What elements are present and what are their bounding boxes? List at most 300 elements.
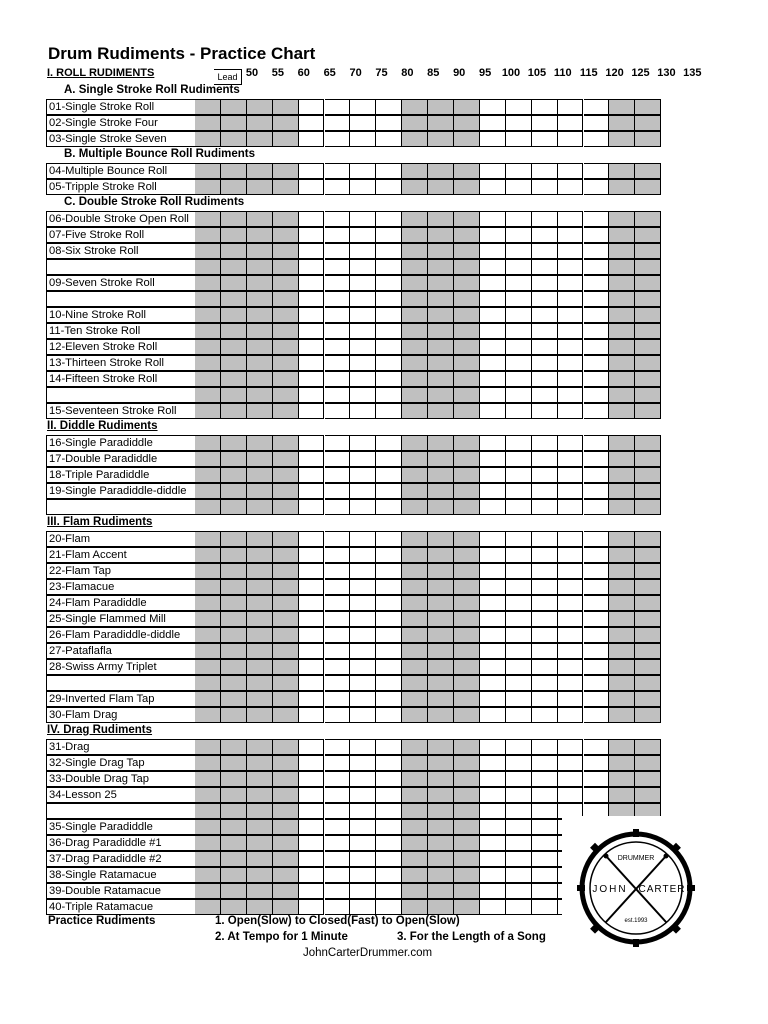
practice-cell[interactable]: [402, 819, 428, 835]
practice-cell[interactable]: [221, 499, 247, 515]
practice-cell[interactable]: [325, 579, 351, 595]
practice-cell[interactable]: [195, 819, 221, 835]
practice-cell[interactable]: [635, 339, 661, 355]
practice-cell[interactable]: [325, 819, 351, 835]
practice-cell[interactable]: [247, 627, 273, 643]
practice-cell[interactable]: [428, 867, 454, 883]
practice-cell[interactable]: [428, 563, 454, 579]
practice-cell[interactable]: [273, 755, 299, 771]
practice-cell[interactable]: [247, 323, 273, 339]
practice-cell[interactable]: [247, 371, 273, 387]
practice-cell[interactable]: [402, 291, 428, 307]
practice-cell[interactable]: [532, 387, 558, 403]
practice-cell[interactable]: [635, 531, 661, 547]
practice-cell[interactable]: [584, 787, 610, 803]
practice-cell[interactable]: [195, 643, 221, 659]
practice-cell[interactable]: [350, 355, 376, 371]
practice-cell[interactable]: [584, 99, 610, 115]
practice-cell[interactable]: [506, 659, 532, 675]
practice-cell[interactable]: [195, 227, 221, 243]
practice-cell[interactable]: [195, 211, 221, 227]
practice-cell[interactable]: [273, 435, 299, 451]
practice-cell[interactable]: [506, 99, 532, 115]
practice-cell[interactable]: [506, 243, 532, 259]
practice-cell[interactable]: [195, 691, 221, 707]
practice-cell[interactable]: [635, 627, 661, 643]
practice-cell[interactable]: [506, 691, 532, 707]
practice-cell[interactable]: [480, 467, 506, 483]
practice-cell[interactable]: [584, 755, 610, 771]
practice-cell[interactable]: [221, 355, 247, 371]
practice-cell[interactable]: [558, 547, 584, 563]
practice-cell[interactable]: [558, 467, 584, 483]
practice-cell[interactable]: [609, 243, 635, 259]
practice-cell[interactable]: [247, 131, 273, 147]
practice-cell[interactable]: [558, 435, 584, 451]
practice-cell[interactable]: [195, 243, 221, 259]
practice-cell[interactable]: [195, 403, 221, 419]
practice-cell[interactable]: [350, 483, 376, 499]
practice-cell[interactable]: [350, 851, 376, 867]
practice-cell[interactable]: [221, 771, 247, 787]
practice-cell[interactable]: [532, 643, 558, 659]
practice-cell[interactable]: [247, 243, 273, 259]
practice-cell[interactable]: [635, 547, 661, 563]
practice-cell[interactable]: [558, 707, 584, 723]
practice-cell[interactable]: [376, 387, 402, 403]
practice-cell[interactable]: [273, 803, 299, 819]
practice-cell[interactable]: [376, 163, 402, 179]
practice-cell[interactable]: [454, 115, 480, 131]
practice-cell[interactable]: [195, 675, 221, 691]
practice-cell[interactable]: [247, 211, 273, 227]
practice-cell[interactable]: [376, 227, 402, 243]
practice-cell[interactable]: [325, 627, 351, 643]
practice-cell[interactable]: [558, 579, 584, 595]
practice-cell[interactable]: [532, 291, 558, 307]
practice-cell[interactable]: [376, 547, 402, 563]
practice-cell[interactable]: [584, 307, 610, 323]
practice-cell[interactable]: [506, 563, 532, 579]
practice-cell[interactable]: [428, 883, 454, 899]
practice-cell[interactable]: [532, 403, 558, 419]
practice-cell[interactable]: [454, 499, 480, 515]
practice-cell[interactable]: [584, 339, 610, 355]
practice-cell[interactable]: [350, 403, 376, 419]
practice-cell[interactable]: [299, 659, 325, 675]
practice-cell[interactable]: [299, 179, 325, 195]
practice-cell[interactable]: [532, 883, 558, 899]
practice-cell[interactable]: [532, 259, 558, 275]
practice-cell[interactable]: [558, 451, 584, 467]
practice-cell[interactable]: [273, 99, 299, 115]
practice-cell[interactable]: [247, 835, 273, 851]
practice-cell[interactable]: [609, 707, 635, 723]
practice-cell[interactable]: [350, 243, 376, 259]
practice-cell[interactable]: [428, 371, 454, 387]
practice-cell[interactable]: [558, 291, 584, 307]
practice-cell[interactable]: [428, 355, 454, 371]
practice-cell[interactable]: [247, 643, 273, 659]
practice-cell[interactable]: [402, 643, 428, 659]
practice-cell[interactable]: [506, 771, 532, 787]
practice-cell[interactable]: [558, 259, 584, 275]
practice-cell[interactable]: [325, 339, 351, 355]
practice-cell[interactable]: [428, 787, 454, 803]
practice-cell[interactable]: [532, 659, 558, 675]
practice-cell[interactable]: [402, 355, 428, 371]
practice-cell[interactable]: [558, 787, 584, 803]
practice-cell[interactable]: [584, 435, 610, 451]
practice-cell[interactable]: [402, 243, 428, 259]
practice-cell[interactable]: [325, 787, 351, 803]
practice-cell[interactable]: [454, 531, 480, 547]
practice-cell[interactable]: [350, 899, 376, 915]
practice-cell[interactable]: [428, 435, 454, 451]
practice-cell[interactable]: [376, 259, 402, 275]
practice-cell[interactable]: [584, 563, 610, 579]
practice-cell[interactable]: [635, 387, 661, 403]
practice-cell[interactable]: [195, 307, 221, 323]
practice-cell[interactable]: [506, 627, 532, 643]
practice-cell[interactable]: [273, 275, 299, 291]
practice-cell[interactable]: [454, 787, 480, 803]
practice-cell[interactable]: [195, 99, 221, 115]
practice-cell[interactable]: [480, 435, 506, 451]
practice-cell[interactable]: [480, 531, 506, 547]
practice-cell[interactable]: [325, 227, 351, 243]
practice-cell[interactable]: [635, 643, 661, 659]
practice-cell[interactable]: [402, 611, 428, 627]
practice-cell[interactable]: [428, 531, 454, 547]
practice-cell[interactable]: [584, 243, 610, 259]
practice-cell[interactable]: [350, 131, 376, 147]
practice-cell[interactable]: [376, 323, 402, 339]
practice-cell[interactable]: [480, 819, 506, 835]
practice-cell[interactable]: [350, 435, 376, 451]
practice-cell[interactable]: [532, 243, 558, 259]
practice-cell[interactable]: [195, 547, 221, 563]
practice-cell[interactable]: [350, 531, 376, 547]
practice-cell[interactable]: [221, 131, 247, 147]
practice-cell[interactable]: [221, 467, 247, 483]
practice-cell[interactable]: [376, 563, 402, 579]
practice-cell[interactable]: [480, 707, 506, 723]
practice-cell[interactable]: [299, 435, 325, 451]
practice-cell[interactable]: [273, 467, 299, 483]
practice-cell[interactable]: [428, 163, 454, 179]
practice-cell[interactable]: [635, 707, 661, 723]
practice-cell[interactable]: [325, 611, 351, 627]
practice-cell[interactable]: [402, 739, 428, 755]
practice-cell[interactable]: [506, 371, 532, 387]
practice-cell[interactable]: [532, 275, 558, 291]
practice-cell[interactable]: [558, 323, 584, 339]
practice-cell[interactable]: [350, 307, 376, 323]
practice-cell[interactable]: [376, 483, 402, 499]
practice-cell[interactable]: [376, 371, 402, 387]
practice-cell[interactable]: [195, 755, 221, 771]
practice-cell[interactable]: [402, 851, 428, 867]
practice-cell[interactable]: [506, 291, 532, 307]
practice-cell[interactable]: [428, 755, 454, 771]
practice-cell[interactable]: [221, 339, 247, 355]
practice-cell[interactable]: [350, 691, 376, 707]
practice-cell[interactable]: [325, 435, 351, 451]
practice-cell[interactable]: [376, 403, 402, 419]
practice-cell[interactable]: [402, 99, 428, 115]
practice-cell[interactable]: [428, 675, 454, 691]
practice-cell[interactable]: [376, 595, 402, 611]
practice-cell[interactable]: [376, 179, 402, 195]
practice-cell[interactable]: [325, 803, 351, 819]
practice-cell[interactable]: [558, 659, 584, 675]
practice-cell[interactable]: [558, 611, 584, 627]
practice-cell[interactable]: [506, 163, 532, 179]
practice-cell[interactable]: [454, 371, 480, 387]
practice-cell[interactable]: [402, 771, 428, 787]
practice-cell[interactable]: [454, 851, 480, 867]
practice-cell[interactable]: [376, 211, 402, 227]
practice-cell[interactable]: [350, 179, 376, 195]
practice-cell[interactable]: [506, 387, 532, 403]
practice-cell[interactable]: [428, 611, 454, 627]
practice-cell[interactable]: [480, 451, 506, 467]
practice-cell[interactable]: [532, 547, 558, 563]
practice-cell[interactable]: [325, 595, 351, 611]
practice-cell[interactable]: [247, 275, 273, 291]
practice-cell[interactable]: [247, 179, 273, 195]
practice-cell[interactable]: [273, 211, 299, 227]
practice-cell[interactable]: [299, 403, 325, 419]
practice-cell[interactable]: [273, 787, 299, 803]
practice-cell[interactable]: [221, 547, 247, 563]
practice-cell[interactable]: [584, 387, 610, 403]
practice-cell[interactable]: [635, 595, 661, 611]
practice-cell[interactable]: [325, 99, 351, 115]
practice-cell[interactable]: [376, 435, 402, 451]
practice-cell[interactable]: [350, 451, 376, 467]
practice-cell[interactable]: [635, 99, 661, 115]
practice-cell[interactable]: [609, 179, 635, 195]
practice-cell[interactable]: [195, 451, 221, 467]
practice-cell[interactable]: [609, 387, 635, 403]
practice-cell[interactable]: [325, 403, 351, 419]
practice-cell[interactable]: [506, 435, 532, 451]
practice-cell[interactable]: [350, 339, 376, 355]
practice-cell[interactable]: [273, 611, 299, 627]
practice-cell[interactable]: [273, 323, 299, 339]
practice-cell[interactable]: [454, 99, 480, 115]
practice-cell[interactable]: [454, 547, 480, 563]
practice-cell[interactable]: [584, 115, 610, 131]
practice-cell[interactable]: [635, 467, 661, 483]
practice-cell[interactable]: [428, 339, 454, 355]
practice-cell[interactable]: [350, 211, 376, 227]
practice-cell[interactable]: [376, 243, 402, 259]
practice-cell[interactable]: [532, 467, 558, 483]
practice-cell[interactable]: [350, 707, 376, 723]
practice-cell[interactable]: [635, 307, 661, 323]
practice-cell[interactable]: [532, 803, 558, 819]
practice-cell[interactable]: [350, 99, 376, 115]
practice-cell[interactable]: [273, 579, 299, 595]
practice-cell[interactable]: [454, 275, 480, 291]
practice-cell[interactable]: [195, 739, 221, 755]
practice-cell[interactable]: [376, 899, 402, 915]
practice-cell[interactable]: [350, 803, 376, 819]
practice-cell[interactable]: [195, 803, 221, 819]
practice-cell[interactable]: [221, 755, 247, 771]
practice-cell[interactable]: [376, 131, 402, 147]
practice-cell[interactable]: [402, 467, 428, 483]
practice-cell[interactable]: [480, 179, 506, 195]
practice-cell[interactable]: [247, 595, 273, 611]
practice-cell[interactable]: [480, 835, 506, 851]
practice-cell[interactable]: [299, 563, 325, 579]
practice-cell[interactable]: [609, 115, 635, 131]
practice-cell[interactable]: [454, 595, 480, 611]
practice-cell[interactable]: [195, 563, 221, 579]
practice-cell[interactable]: [506, 739, 532, 755]
practice-cell[interactable]: [402, 627, 428, 643]
practice-cell[interactable]: [325, 707, 351, 723]
practice-cell[interactable]: [480, 163, 506, 179]
practice-cell[interactable]: [325, 275, 351, 291]
practice-cell[interactable]: [480, 115, 506, 131]
practice-cell[interactable]: [376, 643, 402, 659]
practice-cell[interactable]: [376, 675, 402, 691]
practice-cell[interactable]: [480, 595, 506, 611]
practice-cell[interactable]: [428, 323, 454, 339]
practice-cell[interactable]: [273, 403, 299, 419]
practice-cell[interactable]: [376, 627, 402, 643]
practice-cell[interactable]: [635, 659, 661, 675]
practice-cell[interactable]: [635, 611, 661, 627]
practice-cell[interactable]: [609, 739, 635, 755]
practice-cell[interactable]: [428, 211, 454, 227]
practice-cell[interactable]: [402, 675, 428, 691]
practice-cell[interactable]: [609, 275, 635, 291]
practice-cell[interactable]: [532, 627, 558, 643]
practice-cell[interactable]: [635, 451, 661, 467]
practice-cell[interactable]: [195, 595, 221, 611]
practice-cell[interactable]: [350, 371, 376, 387]
practice-cell[interactable]: [325, 499, 351, 515]
practice-cell[interactable]: [299, 467, 325, 483]
practice-cell[interactable]: [609, 563, 635, 579]
practice-cell[interactable]: [506, 355, 532, 371]
practice-cell[interactable]: [299, 899, 325, 915]
practice-cell[interactable]: [402, 323, 428, 339]
practice-cell[interactable]: [376, 755, 402, 771]
practice-cell[interactable]: [558, 131, 584, 147]
practice-cell[interactable]: [454, 483, 480, 499]
practice-cell[interactable]: [299, 243, 325, 259]
practice-cell[interactable]: [299, 227, 325, 243]
practice-cell[interactable]: [480, 291, 506, 307]
practice-cell[interactable]: [454, 355, 480, 371]
practice-cell[interactable]: [558, 211, 584, 227]
practice-cell[interactable]: [454, 707, 480, 723]
practice-cell[interactable]: [506, 307, 532, 323]
practice-cell[interactable]: [532, 499, 558, 515]
practice-cell[interactable]: [506, 883, 532, 899]
practice-cell[interactable]: [454, 563, 480, 579]
practice-cell[interactable]: [221, 835, 247, 851]
practice-cell[interactable]: [350, 547, 376, 563]
practice-cell[interactable]: [402, 211, 428, 227]
practice-cell[interactable]: [506, 259, 532, 275]
practice-cell[interactable]: [195, 611, 221, 627]
practice-cell[interactable]: [584, 707, 610, 723]
practice-cell[interactable]: [428, 259, 454, 275]
practice-cell[interactable]: [350, 323, 376, 339]
practice-cell[interactable]: [584, 275, 610, 291]
practice-cell[interactable]: [299, 675, 325, 691]
practice-cell[interactable]: [195, 179, 221, 195]
practice-cell[interactable]: [195, 835, 221, 851]
practice-cell[interactable]: [584, 259, 610, 275]
practice-cell[interactable]: [609, 579, 635, 595]
practice-cell[interactable]: [376, 819, 402, 835]
practice-cell[interactable]: [402, 691, 428, 707]
practice-cell[interactable]: [584, 643, 610, 659]
practice-cell[interactable]: [247, 739, 273, 755]
practice-cell[interactable]: [195, 659, 221, 675]
practice-cell[interactable]: [376, 531, 402, 547]
practice-cell[interactable]: [402, 403, 428, 419]
practice-cell[interactable]: [532, 675, 558, 691]
practice-cell[interactable]: [402, 339, 428, 355]
practice-cell[interactable]: [480, 771, 506, 787]
practice-cell[interactable]: [480, 227, 506, 243]
practice-cell[interactable]: [609, 163, 635, 179]
practice-cell[interactable]: [428, 803, 454, 819]
practice-cell[interactable]: [584, 451, 610, 467]
practice-cell[interactable]: [454, 387, 480, 403]
practice-cell[interactable]: [273, 595, 299, 611]
practice-cell[interactable]: [195, 323, 221, 339]
practice-cell[interactable]: [506, 819, 532, 835]
practice-cell[interactable]: [195, 131, 221, 147]
practice-cell[interactable]: [428, 691, 454, 707]
practice-cell[interactable]: [299, 499, 325, 515]
practice-cell[interactable]: [402, 259, 428, 275]
practice-cell[interactable]: [221, 787, 247, 803]
practice-cell[interactable]: [273, 163, 299, 179]
practice-cell[interactable]: [376, 499, 402, 515]
practice-cell[interactable]: [584, 547, 610, 563]
practice-cell[interactable]: [532, 899, 558, 915]
practice-cell[interactable]: [454, 819, 480, 835]
practice-cell[interactable]: [454, 643, 480, 659]
practice-cell[interactable]: [247, 499, 273, 515]
practice-cell[interactable]: [221, 899, 247, 915]
practice-cell[interactable]: [609, 547, 635, 563]
practice-cell[interactable]: [584, 291, 610, 307]
practice-cell[interactable]: [609, 307, 635, 323]
practice-cell[interactable]: [247, 867, 273, 883]
practice-cell[interactable]: [506, 851, 532, 867]
practice-cell[interactable]: [402, 531, 428, 547]
practice-cell[interactable]: [350, 291, 376, 307]
practice-cell[interactable]: [454, 883, 480, 899]
practice-cell[interactable]: [221, 883, 247, 899]
practice-cell[interactable]: [221, 675, 247, 691]
practice-cell[interactable]: [247, 163, 273, 179]
practice-cell[interactable]: [428, 899, 454, 915]
